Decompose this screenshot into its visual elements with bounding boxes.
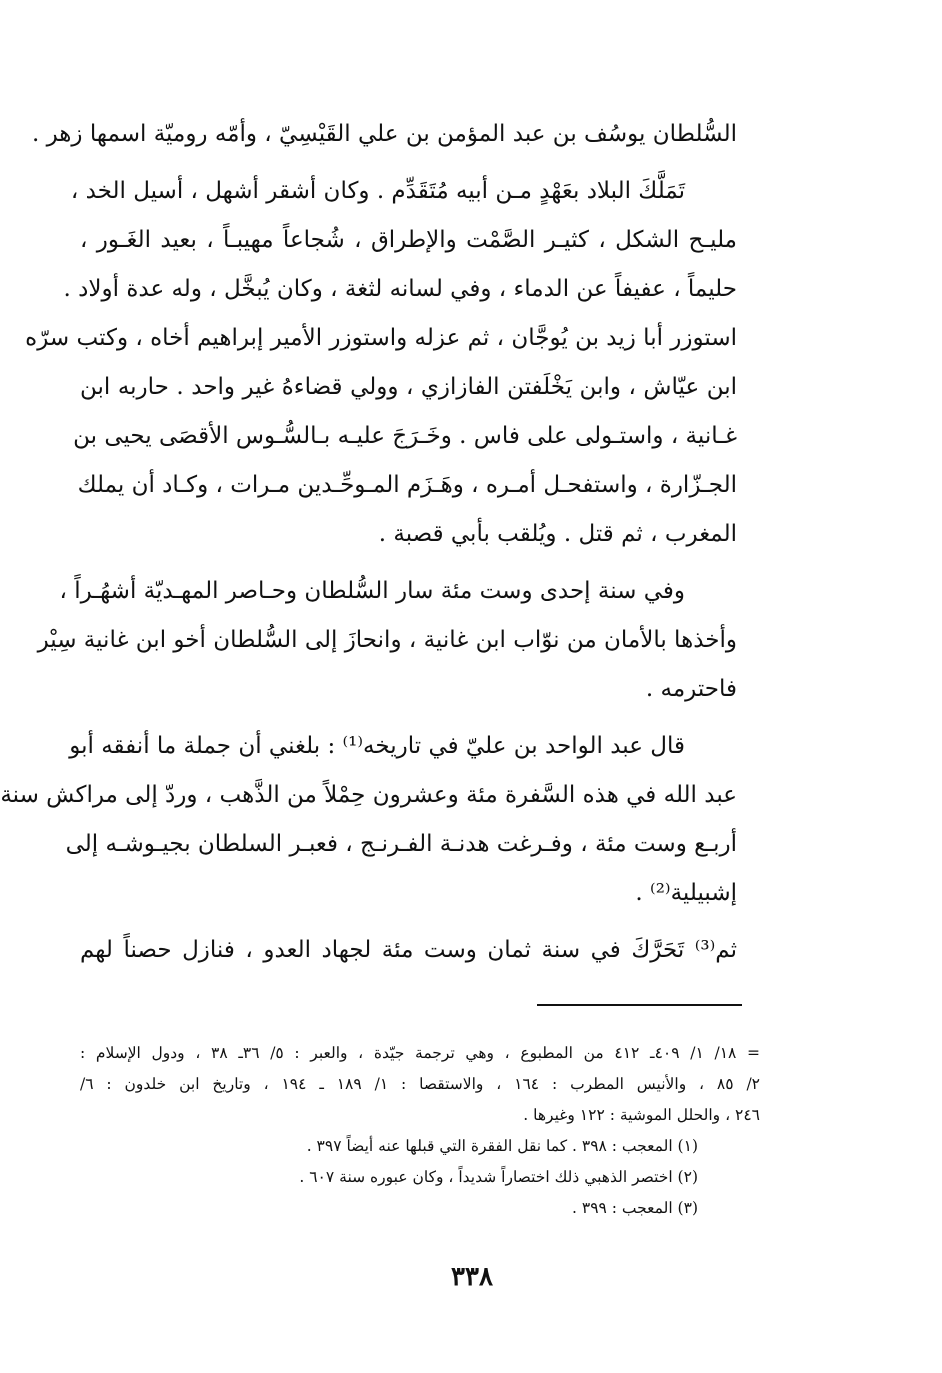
text-line: السُّلطان يوسُف بن عبد المؤمن بن علي القَيْسِيّ ، وأمّه روميّة اسمها زهر .: [31, 121, 737, 147]
text-line: وفي سنة إحدى وست مئة سار السُّلطان وحـاصر المهـديّة أشهُـراً ،: [59, 578, 685, 604]
paragraph-4: [0, 722, 737, 918]
footnote-separator: [537, 1004, 742, 1006]
text-line: ابن عيّاش ، وابن يَخْلَفتن الفازازي ، وولي قضاءهُ غير واحد . حاربه ابن: [80, 374, 737, 400]
text-line: فاحترمه .: [645, 676, 737, 702]
text-line: غـانية ، واستـولى على فاس . وخَـرَجَ عليـه بـالسُّـوس الأقصَى يحيى بن: [73, 423, 737, 449]
footnote-continuation-line: = ١٨/ ١/ ٤٠٩ـ ٤١٢ من المطبوع ، وهي ترجمة جيّدة ، والعبر : ٥/ ٣٦ـ ٣٨ ، ودول الإسلام :: [80, 1044, 761, 1062]
text-line: المغرب ، ثم قتل . ويُلقب بأبي قصبة .: [378, 521, 737, 547]
footnote-3: (٣) المعجب : ٣٩٩ .: [572, 1199, 698, 1217]
footnotes: [80, 1038, 760, 1224]
page-number: ٣٣٨: [451, 1262, 493, 1292]
paragraph-gap: [80, 714, 737, 722]
text-line: استوزر أبا زيد بن يُوجَّان ، ثم عزله واستوزر الأمير إبراهيم أخاه ، وكتب سرّه: [25, 325, 737, 351]
footnote-continuation-line: ٢/ ٨٥ ، والأنيس المطرب : ١٦٤ ، والاستقصا : ١/ ١٨٩ ـ ١٩٤ ، وتاريخ ابن خلدون : ٦/: [80, 1075, 760, 1093]
footnote-1: (١) المعجب : ٣٩٨ . كما نقل الفقرة التي قبلها عنه أيضاً ٣٩٧ .: [306, 1137, 698, 1155]
paragraph-5: [80, 926, 737, 975]
paragraph-3: [37, 567, 737, 714]
footnote-continuation-line: ٢٤٦ ، والحلل الموشية : ١٢٢ وغيرها .: [523, 1106, 760, 1124]
text-line: عبد الله في هذه السَّفرة مئة وعشرون حِمْلاً من الذَّهب ، وردّ إلى مراكش سنة: [0, 782, 737, 808]
text-line: أربـع وست مئة ، وفـرغت هدنـة الفـرنـج ، فعبـر السلطان بجيـوشـه إلى: [65, 831, 737, 857]
paragraph-gap: [80, 918, 737, 926]
text-line: ثم⁽³⁾ تَحَرَّكَ في سنة ثمان وست مئة لجهاد العدو ، فنازل حصناً لهم: [80, 937, 737, 963]
main-text: [0, 110, 737, 975]
text-line: قال عبد الواحد بن عليّ في تاريخه⁽¹⁾ : بلغني أن جملة ما أنفقه أبو: [69, 733, 685, 759]
text-line: وأخذها بالأمان من نوّاب ابن غانية ، وانحازَ إلى السُّلطان أخو ابن غانية سِيْر: [37, 627, 737, 653]
paragraph-gap: [80, 559, 737, 567]
footnote-2: (٢) اختصر الذهبي ذلك اختصاراً شديداً ، وكان عبوره سنة ٦٠٧ .: [299, 1168, 698, 1186]
text-line: الجـزّارة ، واستفحـل أمـره ، وهَـزَم المـوحِّـدين مـرات ، وكـاد أن يملك: [77, 472, 737, 498]
paragraph-2: [25, 167, 737, 559]
book-page: [2, 0, 942, 1373]
text-line: إشبيلية⁽²⁾ .: [635, 880, 737, 906]
paragraph-1: [31, 110, 737, 159]
text-line: حليماً ، عفيفاً عن الدماء ، وفي لسانه لثغة ، وكان يُبخَّل ، وله عدة أولاد .: [63, 276, 737, 302]
text-line: تَمَلَّكَ البلاد بعَهْدٍ مـن أبيه مُتَقَدِّم . وكان أشقر أشهل ، أسيل الخد ،: [70, 178, 685, 204]
text-line: مليـح الشكل ، كثيـر الصَّمْت والإطراق ، شُجاعاً مهيبـاً ، بعيد الغَـور ،: [80, 227, 737, 253]
paragraph-gap: [80, 159, 737, 167]
